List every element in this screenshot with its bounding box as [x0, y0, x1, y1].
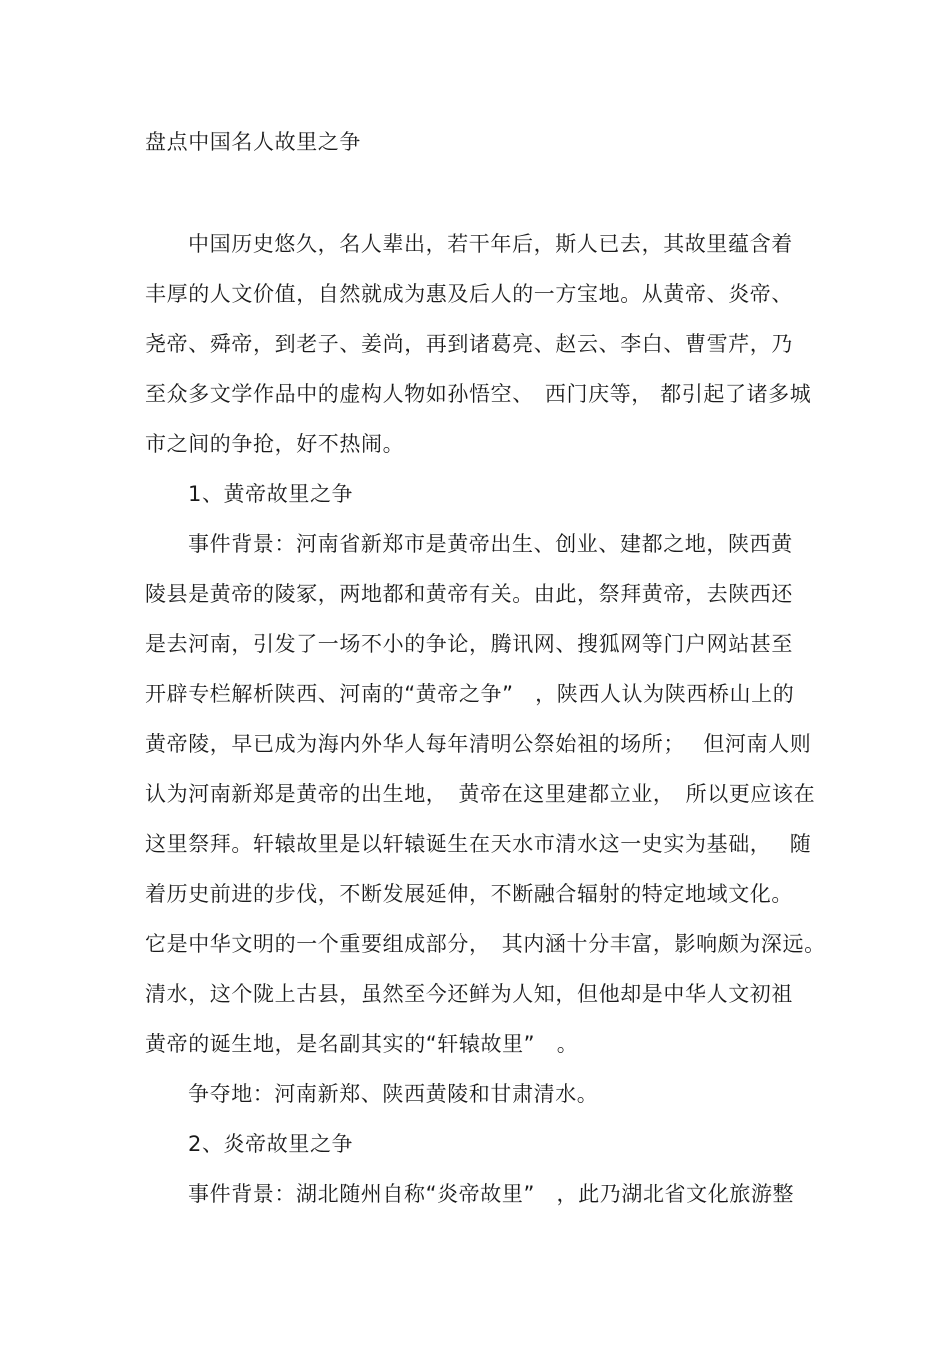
paragraph-line: 至众多文学作品中的虚构人物如孙悟空、 西门庆等， 都引起了诸多城 [145, 382, 812, 406]
paragraph-line: 中国历史悠久，名人辈出，若干年后，斯人已去，其故里蕴含着 [188, 232, 793, 256]
paragraph-line: 黄帝陵，早已成为海内外华人每年清明公祭始祖的场所； 但河南人则 [145, 732, 812, 756]
paragraph-line: 事件背景：河南省新郑市是黄帝出生、创业、建都之地，陕西黄 [188, 532, 793, 556]
section-heading: 1、黄帝故里之争 [188, 482, 354, 506]
paragraph-line: 陵县是黄帝的陵冢，两地都和黄帝有关。由此，祭拜黄帝，去陕西还 [145, 582, 793, 606]
paragraph-line: 开辟专栏解析陕西、河南的“黄帝之争” ，陕西人认为陕西桥山上的 [145, 682, 795, 706]
paragraph-line: 争夺地：河南新郑、陕西黄陵和甘肃清水。 [188, 1082, 599, 1106]
paragraph-line: 丰厚的人文价值，自然就成为惠及后人的一方宝地。从黄帝、炎帝、 [145, 282, 793, 306]
paragraph-line: 这里祭拜。轩辕故里是以轩辕诞生在天水市清水这一史实为基础， 随 [145, 832, 812, 856]
paragraph-line: 事件背景：湖北随州自称“炎帝故里” ，此乃湖北省文化旅游整 [188, 1182, 795, 1206]
paragraph-line: 是去河南，引发了一场不小的争论，腾讯网、搜狐网等门户网站甚至 [145, 632, 793, 656]
paragraph-line: 黄帝的诞生地，是名副其实的“轩辕故里” 。 [145, 1032, 579, 1056]
document-title: 盘点中国名人故里之争 [145, 130, 361, 154]
paragraph-line: 认为河南新郑是黄帝的出生地， 黄帝在这里建都立业， 所以更应该在 [145, 782, 816, 806]
paragraph-line: 它是中华文明的一个重要组成部分， 其内涵十分丰富，影响颇为深远。 [145, 932, 826, 956]
paragraph-line: 尧帝、舜帝，到老子、姜尚，再到诸葛亮、赵云、李白、曹雪芹，乃 [145, 332, 793, 356]
paragraph-line: 清水，这个陇上古县，虽然至今还鲜为人知，但他却是中华人文初祖 [145, 982, 793, 1006]
paragraph-line: 着历史前进的步伐，不断发展延伸，不断融合辐射的特定地域文化。 [145, 882, 793, 906]
section-heading: 2、炎帝故里之争 [188, 1132, 354, 1156]
paragraph-line: 市之间的争抢，好不热闹。 [145, 432, 405, 456]
